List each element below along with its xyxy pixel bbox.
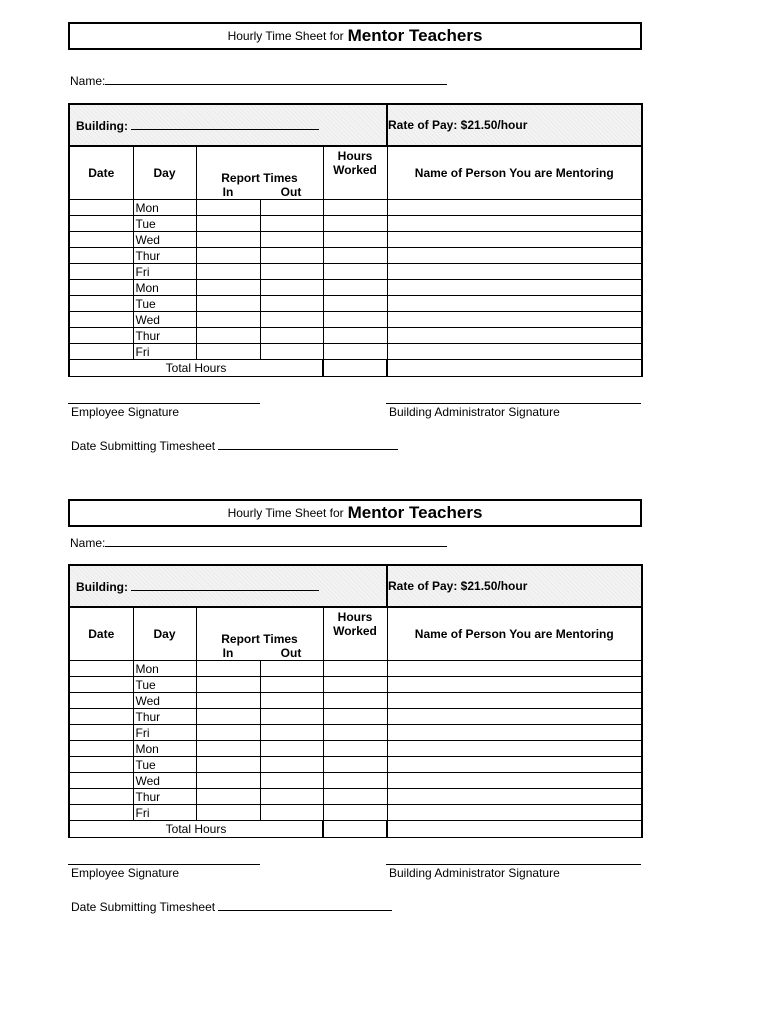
day-cell: Tue (133, 216, 196, 232)
total-row (69, 821, 642, 838)
hours-label: Hours (337, 610, 373, 624)
timesheet-table (68, 103, 643, 377)
table-row (69, 773, 642, 789)
day-cell: Thur (133, 328, 196, 344)
name-label: Name: (70, 74, 106, 88)
col-report-times (196, 607, 323, 661)
day-cell: Fri (133, 805, 196, 821)
title-prefix: Hourly Time Sheet for (227, 506, 344, 520)
timesheet-table (68, 564, 643, 838)
worked-label: Worked (333, 624, 377, 638)
day-cell: Fri (133, 344, 196, 360)
total-hours-value[interactable] (323, 360, 387, 377)
column-header-row (69, 146, 642, 200)
date-submitting (71, 437, 398, 453)
col-date: Date (69, 146, 133, 200)
table-row (69, 661, 642, 677)
day-cell: Wed (133, 773, 196, 789)
col-hours-worked (323, 607, 387, 661)
name-line[interactable] (105, 72, 447, 85)
day-cell: Thur (133, 789, 196, 805)
table-row (69, 709, 642, 725)
total-hours-label: Total Hours (69, 821, 323, 838)
building-line[interactable] (131, 117, 319, 130)
table-row (69, 232, 642, 248)
rate-of-pay: Rate of Pay: $21.50/hour (388, 118, 528, 132)
day-cell: Wed (133, 232, 196, 248)
title-main: Mentor Teachers (347, 503, 483, 522)
table-row (69, 328, 642, 344)
admin-signature-label: Building Administrator Signature (389, 405, 560, 419)
worked-label: Worked (333, 163, 377, 177)
day-cell: Tue (133, 677, 196, 693)
timesheet-1 (0, 0, 770, 470)
in-label: In (222, 646, 234, 660)
day-cell: Mon (133, 661, 196, 677)
date-submitting-line[interactable] (218, 437, 398, 450)
employee-signature-line[interactable] (68, 863, 260, 865)
sheet-title (68, 499, 642, 527)
table-row (69, 741, 642, 757)
day-cell: Tue (133, 296, 196, 312)
day-cell: Fri (133, 725, 196, 741)
date-submitting (71, 898, 392, 914)
table-row (69, 200, 642, 216)
day-cell: Thur (133, 709, 196, 725)
day-cell: Wed (133, 312, 196, 328)
date-submitting-label: Date Submitting Timesheet (71, 900, 216, 914)
title-main: Mentor Teachers (347, 26, 483, 45)
day-cell: Mon (133, 280, 196, 296)
table-row (69, 805, 642, 821)
in-label: In (222, 185, 234, 199)
name-label: Name: (70, 536, 106, 550)
building-row (69, 104, 642, 146)
day-cell: Mon (133, 200, 196, 216)
col-day: Day (133, 607, 196, 661)
building-line[interactable] (131, 578, 319, 591)
building-label: Building: (76, 119, 128, 133)
name-line[interactable] (105, 534, 447, 547)
employee-signature-label: Employee Signature (71, 405, 180, 419)
col-mentee: Name of Person You are Mentoring (387, 146, 642, 200)
hours-label: Hours (337, 149, 373, 163)
employee-signature-label: Employee Signature (71, 866, 180, 880)
name-field[interactable] (70, 72, 447, 88)
title-prefix: Hourly Time Sheet for (227, 29, 344, 43)
admin-signature-line[interactable] (386, 863, 641, 865)
table-row (69, 248, 642, 264)
date-submitting-label: Date Submitting Timesheet (71, 439, 216, 453)
timesheet-2 (0, 477, 770, 947)
col-mentee: Name of Person You are Mentoring (387, 607, 642, 661)
report-times-label: Report Times (221, 171, 298, 185)
total-row (69, 360, 642, 377)
table-row (69, 677, 642, 693)
col-hours-worked (323, 146, 387, 200)
date-submitting-line[interactable] (218, 898, 392, 911)
table-row (69, 725, 642, 741)
col-day: Day (133, 146, 196, 200)
table-row (69, 693, 642, 709)
table-row (69, 312, 642, 328)
sheet-title (68, 22, 642, 50)
table-row (69, 280, 642, 296)
table-row (69, 757, 642, 773)
col-date: Date (69, 607, 133, 661)
day-cell: Fri (133, 264, 196, 280)
table-row (69, 216, 642, 232)
table-row (69, 789, 642, 805)
name-field[interactable] (70, 534, 447, 550)
building-label: Building: (76, 580, 128, 594)
table-row (69, 296, 642, 312)
building-row (69, 565, 642, 607)
report-times-label: Report Times (221, 632, 298, 646)
employee-signature-line[interactable] (68, 402, 260, 404)
admin-signature-line[interactable] (386, 402, 641, 404)
out-label: Out (280, 185, 302, 199)
day-cell: Thur (133, 248, 196, 264)
day-cell: Wed (133, 693, 196, 709)
rate-of-pay: Rate of Pay: $21.50/hour (388, 579, 528, 593)
total-hours-value[interactable] (323, 821, 387, 838)
admin-signature-label: Building Administrator Signature (389, 866, 560, 880)
column-header-row (69, 607, 642, 661)
col-report-times (196, 146, 323, 200)
table-row (69, 264, 642, 280)
table-row (69, 344, 642, 360)
day-cell: Tue (133, 757, 196, 773)
total-hours-label: Total Hours (69, 360, 323, 377)
out-label: Out (280, 646, 302, 660)
day-cell: Mon (133, 741, 196, 757)
